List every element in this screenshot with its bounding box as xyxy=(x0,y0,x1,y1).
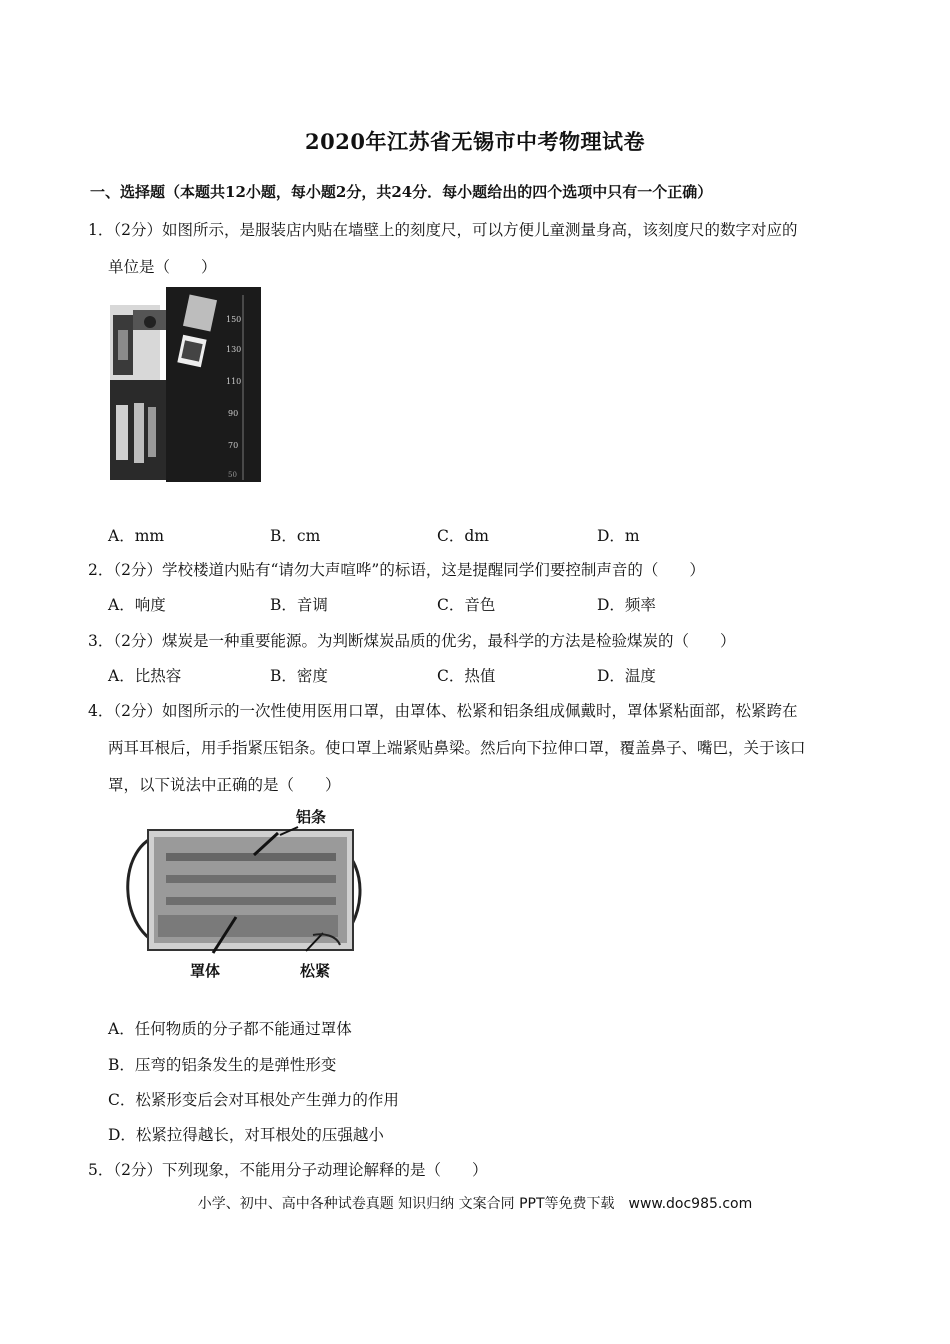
q1-option-b: B．cm xyxy=(270,527,321,545)
question-4-line-1: 4．（2分）如图所示的一次性使用医用口罩，由罩体、松紧和铝条组成佩戴时，罩体紧粘面部，松紧跨在 xyxy=(88,702,798,720)
ruler-label-150: 150 xyxy=(226,315,242,324)
q3-option-b: B．密度 xyxy=(270,667,328,685)
ruler-label-90: 90 xyxy=(228,409,239,418)
question-1-line-2: 单位是（ ） xyxy=(108,258,217,276)
question-4-line-2: 两耳耳根后，用手指紧压铝条。使口罩上端紧贴鼻梁。然后向下拉伸口罩，覆盖鼻子、嘴巴，关于该口 xyxy=(108,739,806,757)
q2-option-b: B．音调 xyxy=(270,596,328,614)
question-2-line-1: 2．（2分）学校楼道内贴有“请勿大声喧哗”的标语，这是提醒同学们要控制声音的（ ） xyxy=(88,561,705,579)
q2-option-a: A．响度 xyxy=(108,596,166,614)
q3-option-d: D．温度 xyxy=(597,667,656,685)
mask-label-body: 罩体 xyxy=(190,962,221,980)
page-footer: 小学、初中、高中各种试卷真题 知识归纳 文案合同 PPT等免费下载 www.doc985.com xyxy=(197,1196,753,1212)
ruler-label-70: 70 xyxy=(228,441,239,450)
q2-option-d: D．频率 xyxy=(597,596,656,614)
q3-option-c: C．热值 xyxy=(437,667,496,685)
q4-option-b: B．压弯的铝条发生的是弹性形变 xyxy=(108,1056,337,1074)
question-4-line-3: 罩，以下说法中正确的是（ ） xyxy=(108,776,341,794)
question-3-line-1: 3．（2分）煤炭是一种重要能源。为判断煤炭品质的优劣，最科学的方法是检验煤炭的（ ） xyxy=(88,632,736,650)
section-heading: 一、选择题（本题共12小题，每小题2分，共24分．每小题给出的四个选项中只有一个正确） xyxy=(90,183,713,201)
question-1-line-1: 1．（2分）如图所示，是服装店内贴在墙壁上的刻度尺，可以方便儿童测量身高，该刻度尺的数字对应的 xyxy=(88,221,798,239)
q4-option-c: C．松紧形变后会对耳根处产生弹力的作用 xyxy=(108,1091,399,1109)
mask-label-elastic: 松紧 xyxy=(300,962,331,980)
q1-option-d: D．m xyxy=(597,527,640,545)
ruler-label-130: 130 xyxy=(226,345,242,354)
mask-label-aluminum: 铝条 xyxy=(296,808,327,826)
ruler-label-110: 110 xyxy=(226,377,242,386)
q2-option-c: C．音色 xyxy=(437,596,496,614)
q3-option-a: A．比热容 xyxy=(108,667,182,685)
page-title: 2020年江苏省无锡市中考物理试卷 xyxy=(305,129,645,154)
q4-option-d: D．松紧拉得越长，对耳根处的压强越小 xyxy=(108,1126,384,1144)
q4-option-a: A．任何物质的分子都不能通过罩体 xyxy=(108,1020,352,1038)
q1-option-a: A．mm xyxy=(108,527,165,545)
question-5-line-1: 5．（2分）下列现象，不能用分子动理论解释的是（ ） xyxy=(88,1161,488,1179)
mask-diagram xyxy=(108,805,368,985)
ruler-scale xyxy=(108,285,263,485)
ruler-label-50: 50 xyxy=(228,471,237,479)
q1-option-c: C．dm xyxy=(437,527,489,545)
